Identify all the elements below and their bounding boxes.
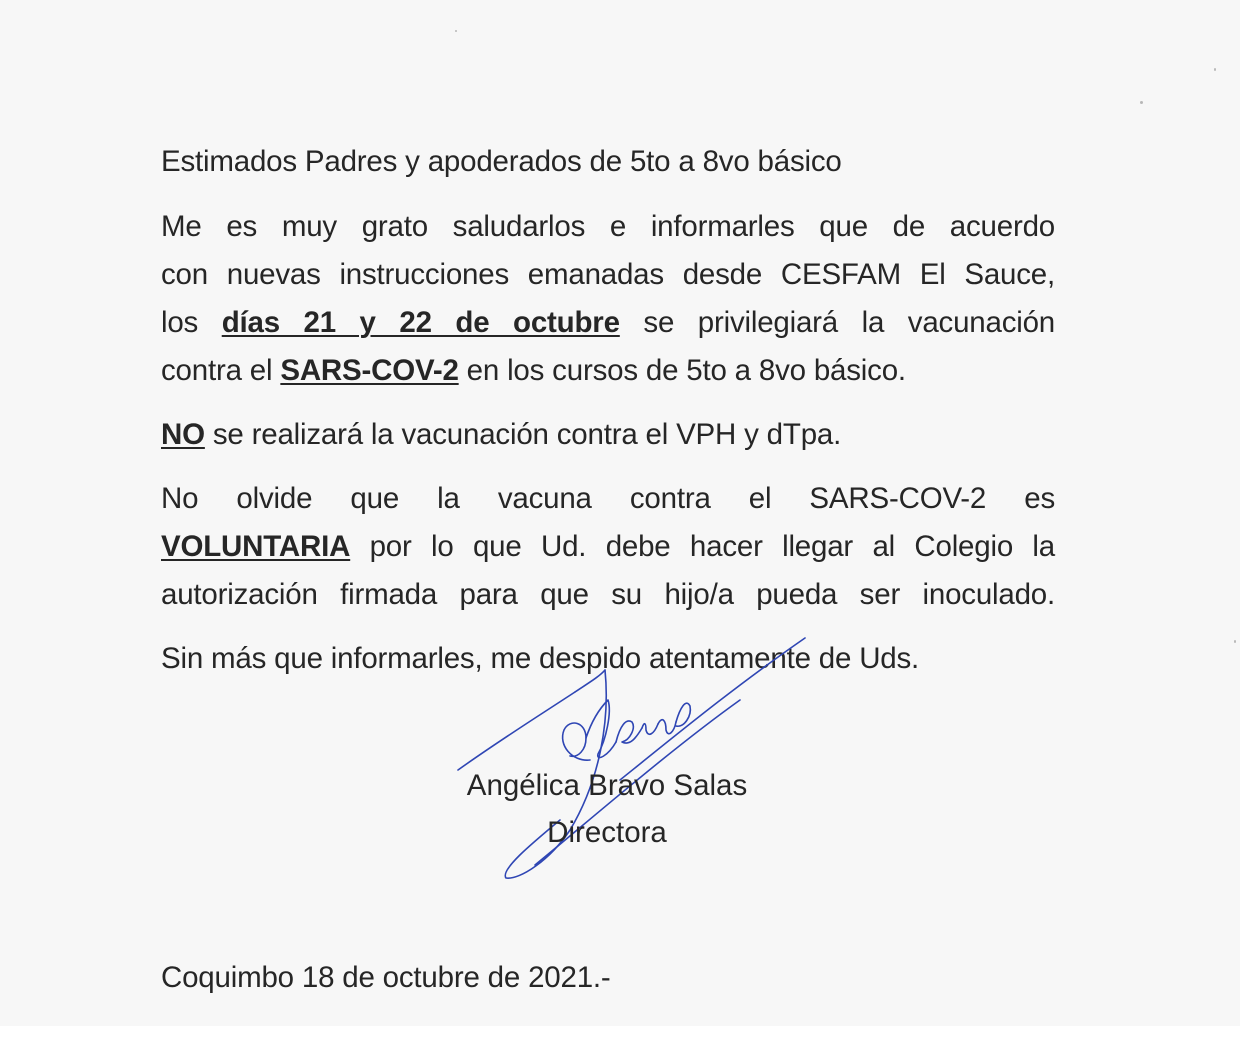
- paragraph-voluntary: [161, 475, 1055, 619]
- paragraph-line: [161, 523, 1055, 571]
- signer-title: Directora: [547, 816, 667, 849]
- paragraph-line: [161, 347, 1055, 395]
- paragraph-no-vph: [161, 411, 1055, 459]
- paragraph-line: con nuevas instrucciones emanadas desde CESFAM El Sauce,: [161, 258, 1055, 291]
- scan-speck: [1140, 101, 1143, 104]
- text-run: los: [161, 306, 222, 339]
- paragraph-line: [161, 299, 1055, 347]
- scan-speck: [1214, 68, 1216, 71]
- no-emphasis: NO: [161, 418, 205, 451]
- text-run: por lo que Ud. debe hacer llegar al Colegio la: [350, 530, 1055, 563]
- greeting: Estimados Padres y apoderados de 5to a 8vo básico: [161, 145, 842, 178]
- page-edge-bottom: [0, 1026, 1248, 1044]
- page-edge-right: [1240, 0, 1248, 1044]
- paragraph-line: No olvide que la vacuna contra el SARS-COV-2 es: [161, 482, 1055, 515]
- letter-date: Coquimbo 18 de octubre de 2021.-: [161, 961, 611, 994]
- paragraph-vaccination-notice: [161, 203, 1055, 395]
- virus-name: SARS-COV-2: [280, 354, 459, 387]
- signer-name: Angélica Bravo Salas: [466, 769, 748, 802]
- scan-speck: [1234, 640, 1236, 643]
- text-run: se privilegiará la vacunación: [619, 306, 1056, 339]
- voluntary-emphasis: VOLUNTARIA: [161, 530, 351, 563]
- text-run: se realizará la vacunación contra el VPH y dTpa.: [204, 418, 842, 451]
- closing-line: Sin más que informarles, me despido atentamente de Uds.: [161, 642, 920, 675]
- vaccination-dates: días 21 y 22 de octubre: [221, 306, 620, 339]
- text-run: contra el: [161, 354, 281, 387]
- paragraph-line: Me es muy grato saludarlos e informarles que de acuerdo: [161, 210, 1055, 243]
- scan-speck: [455, 30, 457, 32]
- paragraph-line: autorización firmada para que su hijo/a pueda ser inoculado.: [161, 578, 1055, 611]
- text-run: en los cursos de 5to a 8vo básico.: [458, 354, 906, 387]
